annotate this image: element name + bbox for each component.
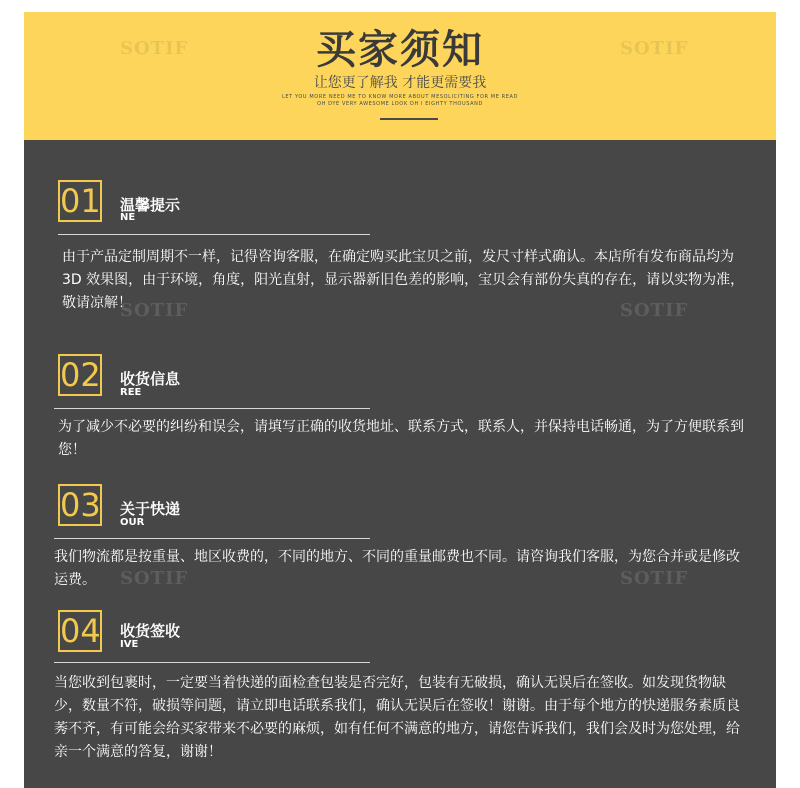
watermark-logo: SOTIF bbox=[620, 568, 689, 589]
section-body-text: 由于产品定制周期不一样，记得咨询客服，在确定购买此宝贝之前，发尺寸样式确认。本店所有发布商品均为 3D 效果图，由于环境，角度，阳光直射，显示器新旧色差的影响，宝贝会有部份失真的存在，请以实物为准，敬请凉解！ bbox=[62, 249, 745, 311]
section-title: 关于快递 bbox=[120, 500, 181, 518]
section-english-label: IVE bbox=[120, 639, 139, 650]
watermark-logo: SOTIF bbox=[620, 38, 689, 59]
section-divider bbox=[58, 234, 370, 235]
section-title: 收货签收 bbox=[120, 622, 181, 640]
page-title: 买家须知 bbox=[316, 26, 484, 73]
section-divider bbox=[54, 662, 370, 663]
section-body-text: 为了减少不必要的纠纷和误会，请填写正确的收货地址、联系方式，联系人，并保持电话畅通，为了方便联系到您！ bbox=[58, 419, 744, 458]
section-english-label: REE bbox=[120, 387, 142, 398]
section-divider bbox=[54, 538, 370, 539]
section-number-box: 02 bbox=[60, 356, 101, 394]
english-tagline-1: LET YOU MORE NEED ME TO KNOW MORE ABOUT MESOLICITING FOR ME READ bbox=[282, 94, 518, 100]
watermark-logo: SOTIF bbox=[120, 300, 189, 321]
section-number-box: 01 bbox=[60, 182, 101, 220]
watermark-logo: SOTIF bbox=[120, 38, 189, 59]
section-body-text: 我们物流都是按重量、地区收费的，不同的地方、不同的重量邮费也不同。请咨询我们客服，为您合并或是修改运费。 bbox=[54, 549, 740, 588]
english-tagline-2: OH DYE VERY AWESOME LOOK OH I EIGHTY THOUSAND bbox=[317, 101, 483, 107]
section-number-box: 03 bbox=[60, 486, 101, 524]
section-body-text: 当您收到包裹时，一定要当着快递的面检查包装是否完好，包装有无破损，确认无误后在签收。如发现货物缺少，数量不符，破损等问题，请立即电话联系我们，确认无误后在签收！谢谢。由于每个地方的快递服务素质良莠不齐，有可能会给买家带来不必要的麻烦，如有任何不满意的地方，请您告诉我们，我们会及时为您处理，给亲一个满意的答复，谢谢！ bbox=[54, 675, 740, 760]
section-number-box: 04 bbox=[60, 612, 101, 650]
header-divider bbox=[380, 118, 438, 120]
section-divider bbox=[54, 408, 370, 409]
notice-header bbox=[24, 12, 776, 140]
section-english-label: NE bbox=[120, 212, 136, 223]
page-subtitle: 让您更了解我 才能更需要我 bbox=[313, 75, 487, 91]
watermark-logo: SOTIF bbox=[620, 300, 689, 321]
buyer-notice-page bbox=[24, 12, 776, 788]
section-title: 收货信息 bbox=[120, 370, 181, 388]
section-title: 温馨提示 bbox=[120, 196, 181, 214]
watermark-logo: SOTIF bbox=[120, 568, 189, 589]
section-english-label: OUR bbox=[120, 517, 145, 528]
